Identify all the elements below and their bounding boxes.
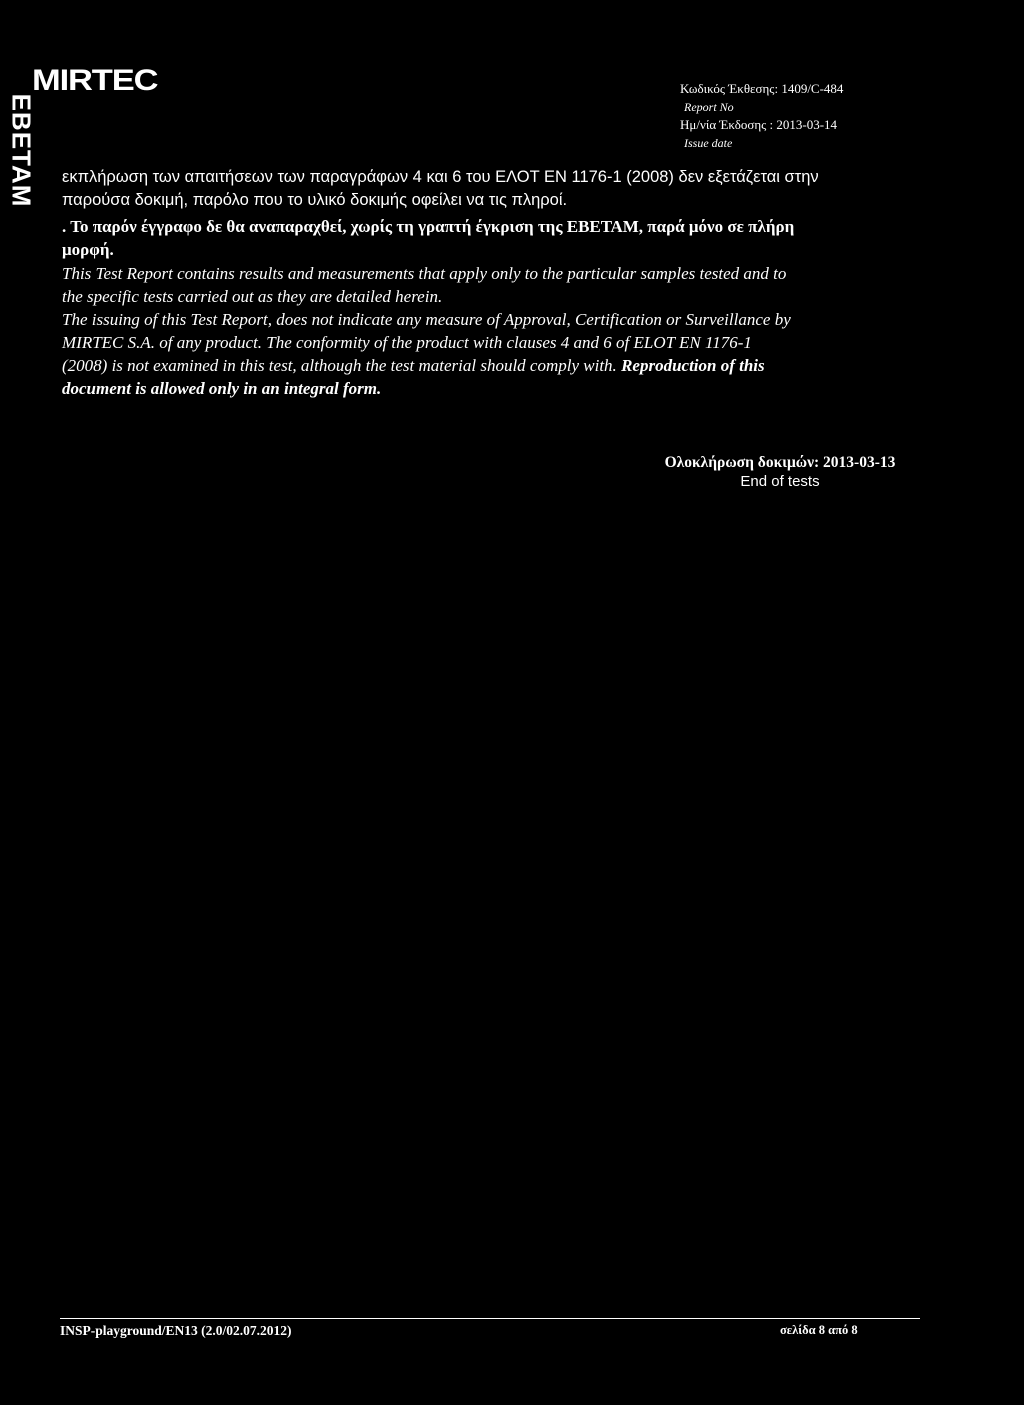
- english-paragraph-line-5: [62, 354, 967, 377]
- footer-document-code: INSP-playground/EN13 (2.0/02.07.2012): [60, 1323, 292, 1338]
- report-header-info: [680, 80, 910, 152]
- greek-bold-notice-line-1: . Το παρόν έγγραφο δε θα αναπαραχθεί, χωρίς τη γραπτή έγκριση της ΕΒΕΤΑΜ, παρά μόνο σε πλήρη: [62, 217, 795, 236]
- english-line-5-text: (2008) is not examined in this test, although the test material should comply with.: [62, 356, 622, 375]
- vertical-logo: [6, 93, 37, 207]
- document-body: [62, 166, 967, 400]
- greek-paragraph-line-1: εκπλήρωση των απαιτήσεων των παραγράφων 4 και 6 του ΕΛΟΤ ΕΝ 1176-1 (2008) δεν εξετάζεται στην: [62, 168, 819, 186]
- english-line-5-bold: Reproduction of this: [621, 356, 765, 375]
- english-line-6-bold: document is allowed only in an integral form.: [62, 379, 382, 398]
- issue-date-gr: Ημ/νία Έκδοσης : 2013-03-14: [680, 117, 838, 132]
- english-paragraph-line-3: The issuing of this Test Report, does not indicate any measure of Approval, Certification or Surveillance by: [62, 310, 791, 329]
- english-paragraph-line-2: the specific tests carried out as they are detailed herein.: [62, 287, 443, 306]
- company-logo: [32, 66, 157, 96]
- english-paragraph-line-1: This Test Report contains results and measurements that apply only to the particular samples tested and to: [62, 264, 787, 283]
- end-of-tests-en: End of tests: [740, 473, 820, 490]
- greek-bold-notice-line-2: μορφή.: [62, 240, 114, 259]
- report-no-gr: Κωδικός Έκθεσης: 1409/C-484: [680, 81, 844, 96]
- issue-date-en: Issue date: [684, 136, 733, 150]
- greek-paragraph-line-2: παρούσα δοκιμή, παρόλο που το υλικό δοκιμής οφείλει να τις πληροί.: [62, 191, 568, 209]
- english-paragraph-line-6: [62, 377, 967, 400]
- footer-divider: [60, 1318, 920, 1319]
- logo-text: MIRTEC: [32, 64, 158, 97]
- footer-page-number: σελίδα 8 από 8: [780, 1323, 858, 1337]
- report-no-en: Report No: [684, 100, 734, 114]
- english-paragraph-line-4: MIRTEC S.A. of any product. The conformity of the product with clauses 4 and 6 of ELOT EN 1176-1: [62, 333, 752, 352]
- vertical-logo-text: ΕΒΕΤΑΜ: [6, 93, 37, 207]
- completion-date-gr: Ολοκλήρωση δοκιμών: 2013-03-13: [664, 454, 896, 471]
- end-of-tests-block: [650, 453, 910, 491]
